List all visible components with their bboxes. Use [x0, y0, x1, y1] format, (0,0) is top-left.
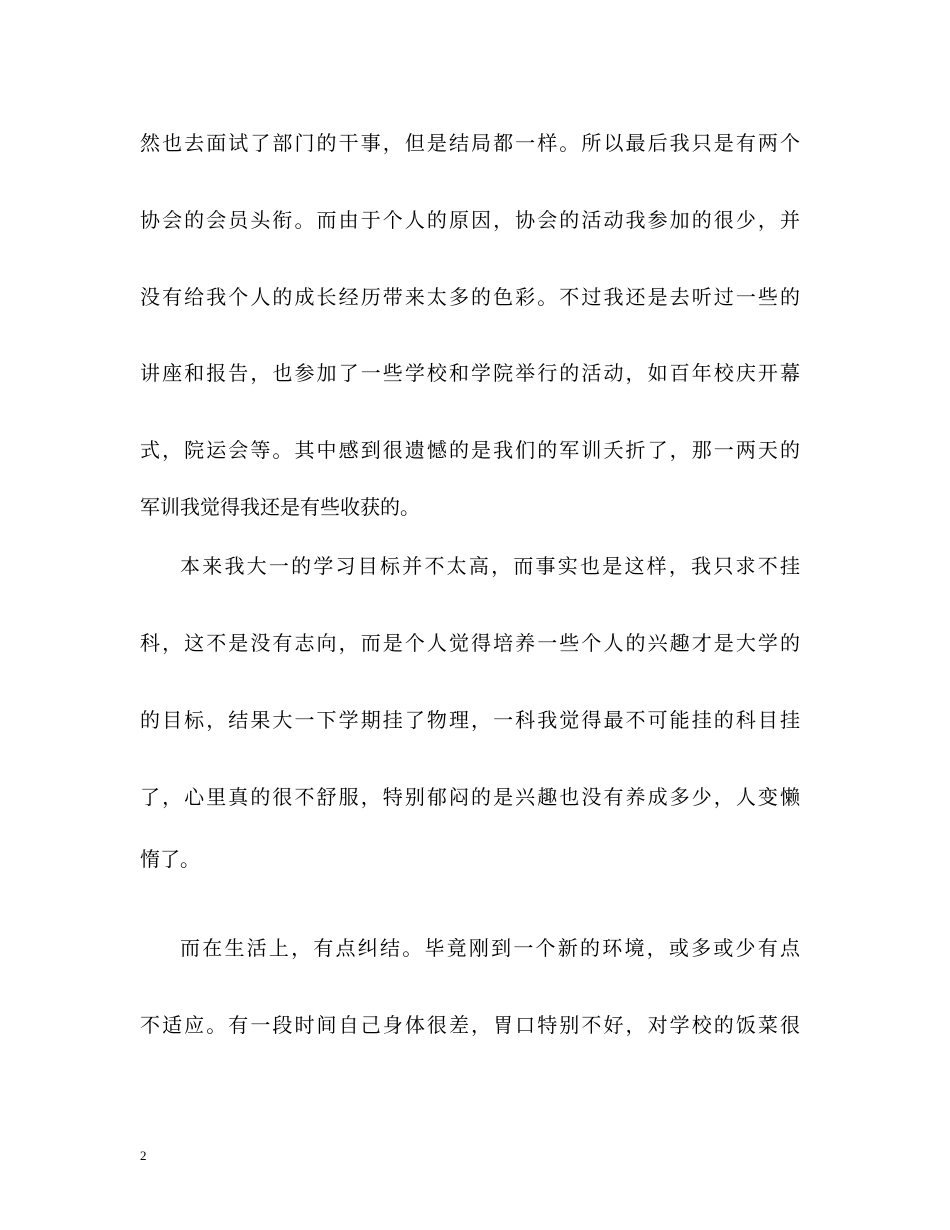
page-number: 2 [140, 1148, 147, 1163]
text-line: 式，院运会等。其中感到很遗憾的是我们的军训夭折了，那一两天的 [140, 438, 800, 462]
text-line: 然也去面试了部门的干事，但是结局都一样。所以最后我只是有两个 [140, 131, 800, 155]
text-line: 惰了。 [140, 847, 200, 871]
text-line: 了，心里真的很不舒服，特别郁闷的是兴趣也没有养成多少，人变懒 [140, 785, 800, 809]
paragraph-first-line: 而在生活上，有点纠结。毕竟刚到一个新的环境，或多或少有点 [180, 936, 800, 960]
text-line: 没有给我个人的成长经历带来太多的色彩。不过我还是去听过一些的 [140, 285, 800, 309]
text-line: 协会的会员头衔。而由于个人的原因，协会的活动我参加的很少，并 [140, 208, 800, 232]
text-line: 科，这不是没有志向，而是个人觉得培养一些个人的兴趣才是大学的 [140, 631, 800, 655]
paragraph-first-line: 本来我大一的学习目标并不太高，而事实也是这样，我只求不挂 [180, 554, 800, 578]
text-line: 不适应。有一段时间自己身体很差，胃口特别不好，对学校的饭菜很 [140, 1013, 800, 1037]
text-line: 讲座和报告，也参加了一些学校和学院举行的活动，如百年校庆开幕 [140, 361, 800, 385]
text-line: 军训我觉得我还是有些收获的。 [140, 495, 420, 519]
text-line: 的目标，结果大一下学期挂了物理，一科我觉得最不可能挂的科目挂 [140, 708, 800, 732]
